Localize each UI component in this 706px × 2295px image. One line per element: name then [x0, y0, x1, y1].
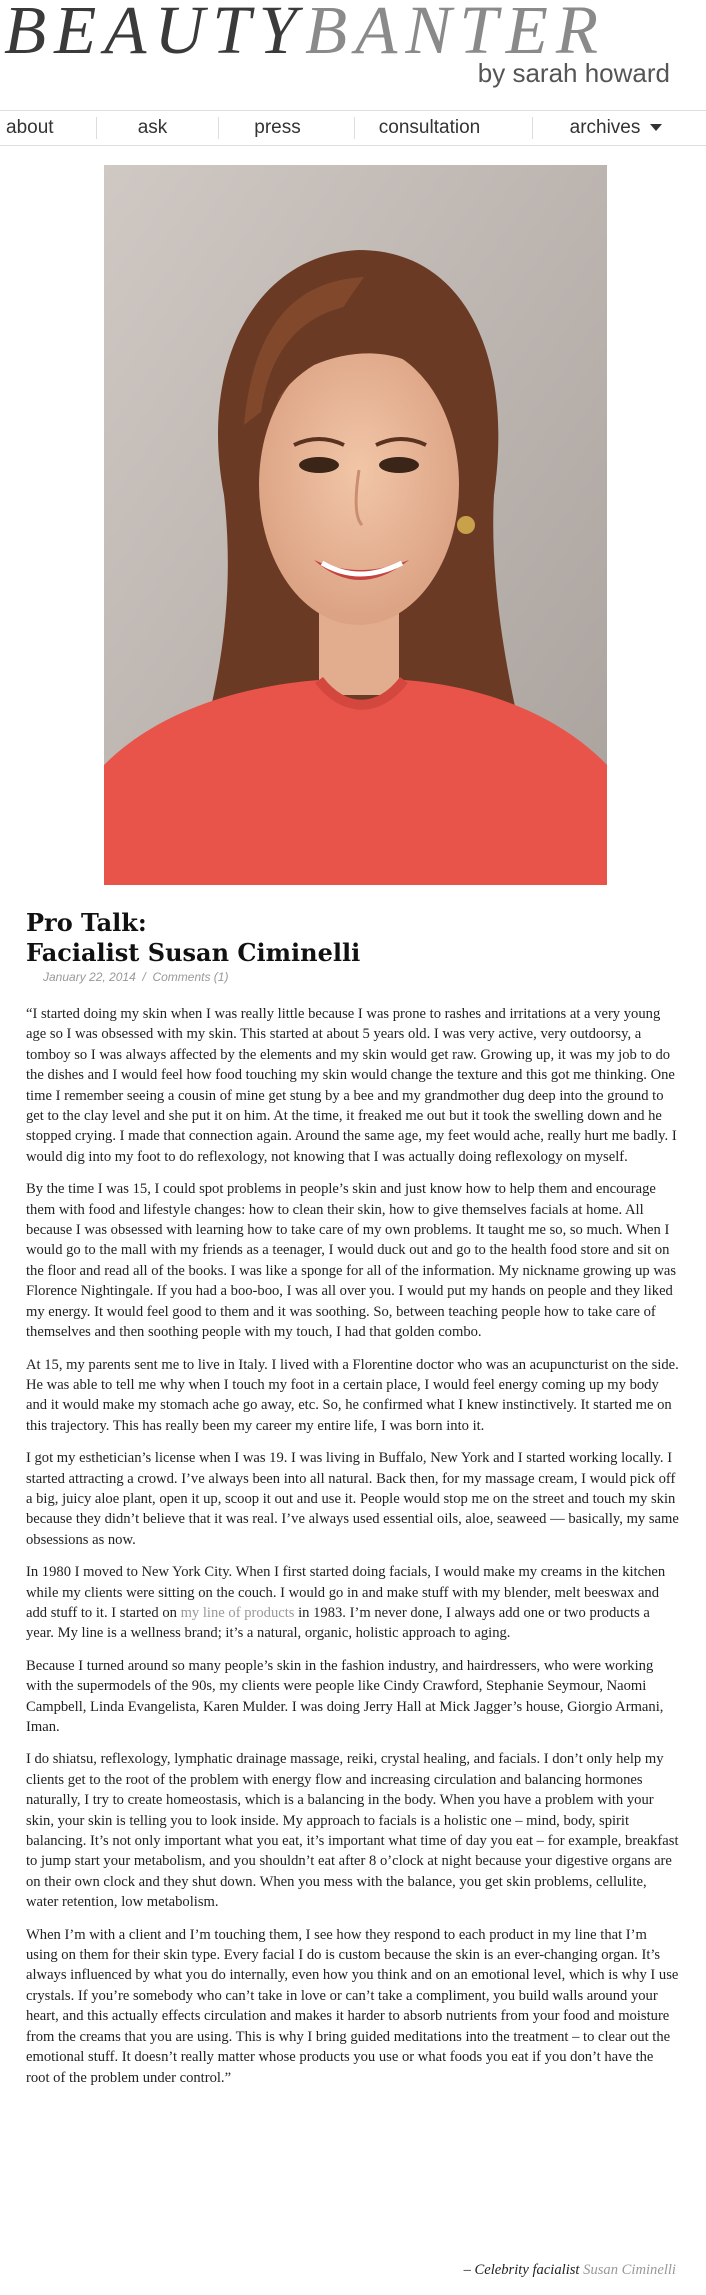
nav-divider	[354, 117, 355, 139]
paragraph: When I’m with a client and I’m touching them, I see how they respond to each product in my line that I’m using on them for their skin type. Every facial I do is custom because the skin is an ever-changing organ. It’s always influenced by what you do internally, even how you think and on an emotional level, which is why I use crystals. If you’re somebody who can’t take in love or can’t take a compliment, you build walls around your heart, and this actually effects circulation and makes it harder to absorb nutrients from your food and moisture from the creams that you are using. This is why I bring guided meditations into the treatment – to clear out the emotional stuff. It doesn’t really matter whose products you use or what foods you eat if you don’t have the root of the problem under control.”	[26, 1926, 679, 2086]
quote-attribution: – Celebrity facialist Susan Ciminelli	[463, 2262, 676, 2278]
nav-archives[interactable]: archives	[556, 111, 676, 145]
paragraph: I got my esthetician’s license when I was 19. I was living in Buffalo, New York and I started working locally. I started attracting a crowd. I’ve always been into all natural. Back then, for my massage cream, I would pick off a big, juicy aloe plant, open it up, scoop it out and use it. People would stop me on the street and touch my skin because they didn’t believe that it was real. I’ve always used essential oils, aloe, seaweed — basically, my same obsessions as now.	[26, 1450, 679, 1548]
paragraph: I do shiatsu, reflexology, lymphatic drainage massage, reiki, crystal healing, and facials. I don’t only help my clients get to the root of the problem with energy flow and increasing circulation and balancing hormones naturally, I try to create homeostasis, which is a balancing in the body. When you have a problem with your skin, your skin is telling you to look inside. My approach to facials is a holistic one – mind, body, spirit balancing. It’s not only important what you eat, it’s important what time of day you eat – for example, breakfast to jump start your metabolism, and you shouldn’t eat after 8 o’clock at night because your digestive organs are on their own clock and they shut down. When you mess with the balance, you get skin problems, cellulite, water retention, low metabolism.	[26, 1751, 679, 1911]
post-title	[26, 908, 360, 968]
post-title-line-1: Pro Talk:	[26, 908, 147, 937]
post-title-line-2[interactable]: Facialist Susan Ciminelli	[26, 938, 361, 967]
meta-separator: /	[142, 970, 146, 984]
nav-divider	[218, 117, 219, 139]
portrait-photo	[104, 165, 607, 885]
post-date: January 22, 2014	[43, 970, 136, 984]
chevron-down-icon	[650, 124, 662, 131]
paragraph: “I started doing my skin when I was really little because I was prone to rashes and irritations at a very young age so I was obsessed with my skin. This started at about 5 years old. I was very active, very outdoorsy, a tomboy so I was always affected by the elements and my skin would get raw. Growing up, it was my job to do the dishes and I would feel how food touching my skin would change the texture and this got me thinking. One time I remember seeing a cousin of mine get stung by a bee and my grandmother dug deep into the ground to get to the clay level and she put it on him. At the time, it freaked me out but it took the swelling down and he stopped crying. I made that connection again. Around the same age, my feet would ache, really hurt me badly. I would dig into my foot to do reflexology, not knowing that I was actually doing reflexology on myself.	[26, 1006, 677, 1165]
product-line-link[interactable]: my line of products	[180, 1604, 295, 1621]
paragraph: In 1980 I moved to New York City. When I first started doing facials, I would make my creams in the kitchen while my clients were sitting on the couch. I would go in and make stuff with my blender, melt beeswax and add stuff to it. I started on my line of products in 1983. I’m never done, I always add one or two products a year. My line is a wellness brand; it’s a natural, organic, holistic approach to aging.	[26, 1564, 666, 1642]
comments-link[interactable]: Comments (1)	[152, 970, 229, 984]
article-body	[26, 1004, 680, 2100]
attribution-name-link[interactable]: Susan Ciminelli	[583, 2262, 676, 2278]
main-nav	[0, 110, 706, 146]
site-byline: by sarah howard	[477, 58, 670, 88]
site-header	[0, 0, 706, 100]
paragraph: Because I turned around so many people’s skin in the fashion industry, and hairdressers, who were working with the supermodels of the 90s, my clients were people like Cindy Crawford, Stephanie Seymour, Naomi Campbell, Linda Evangelista, Karen Mulder. I was doing Jerry Hall at Mick Jagger’s house, Giorgio Armani, Iman.	[26, 1657, 664, 1735]
site-logo[interactable]: BEAUTYBANTER	[4, 0, 607, 68]
nav-ask[interactable]: ask	[137, 117, 168, 138]
portrait-image	[104, 165, 607, 885]
nav-divider	[96, 117, 97, 139]
nav-divider	[532, 117, 533, 139]
nav-consultation[interactable]: consultation	[378, 117, 481, 138]
paragraph: At 15, my parents sent me to live in Italy. I lived with a Florentine doctor who was an acupuncturist on the side. He was able to tell me why when I touch my foot in a certain place, I would feel energy coming up my body and it would make my stomach ache go away, etc. So, he confirmed what I knew instinctively. It started me on this trajectory. This has really been my career my entire life, I was born into it.	[26, 1356, 679, 1434]
post-meta	[43, 970, 228, 984]
nav-press[interactable]: press	[254, 117, 301, 138]
paragraph: By the time I was 15, I could spot problems in people’s skin and just know how to help them and encourage them with food and lifestyle changes: how to clean their skin, how to give themselves facials at home. All because I was obsessed with learning how to take care of my own problems. It taught me so, so much. When I would go to the mall with my friends as a teenager, I would duck out and go to the health food store and sit on the floor and read all of the books. I was like a sponge for all of the information. My nickname growing up was Florence Nightingale. If you had a boo-boo, I was all over you. I would put my hands on people and they liked my energy. It would feel good to them and it was soothing. So, between teaching people how to take care of themselves and then soothing people with my touch, I had that golden combo.	[26, 1181, 677, 1341]
nav-about[interactable]: about	[6, 117, 54, 138]
